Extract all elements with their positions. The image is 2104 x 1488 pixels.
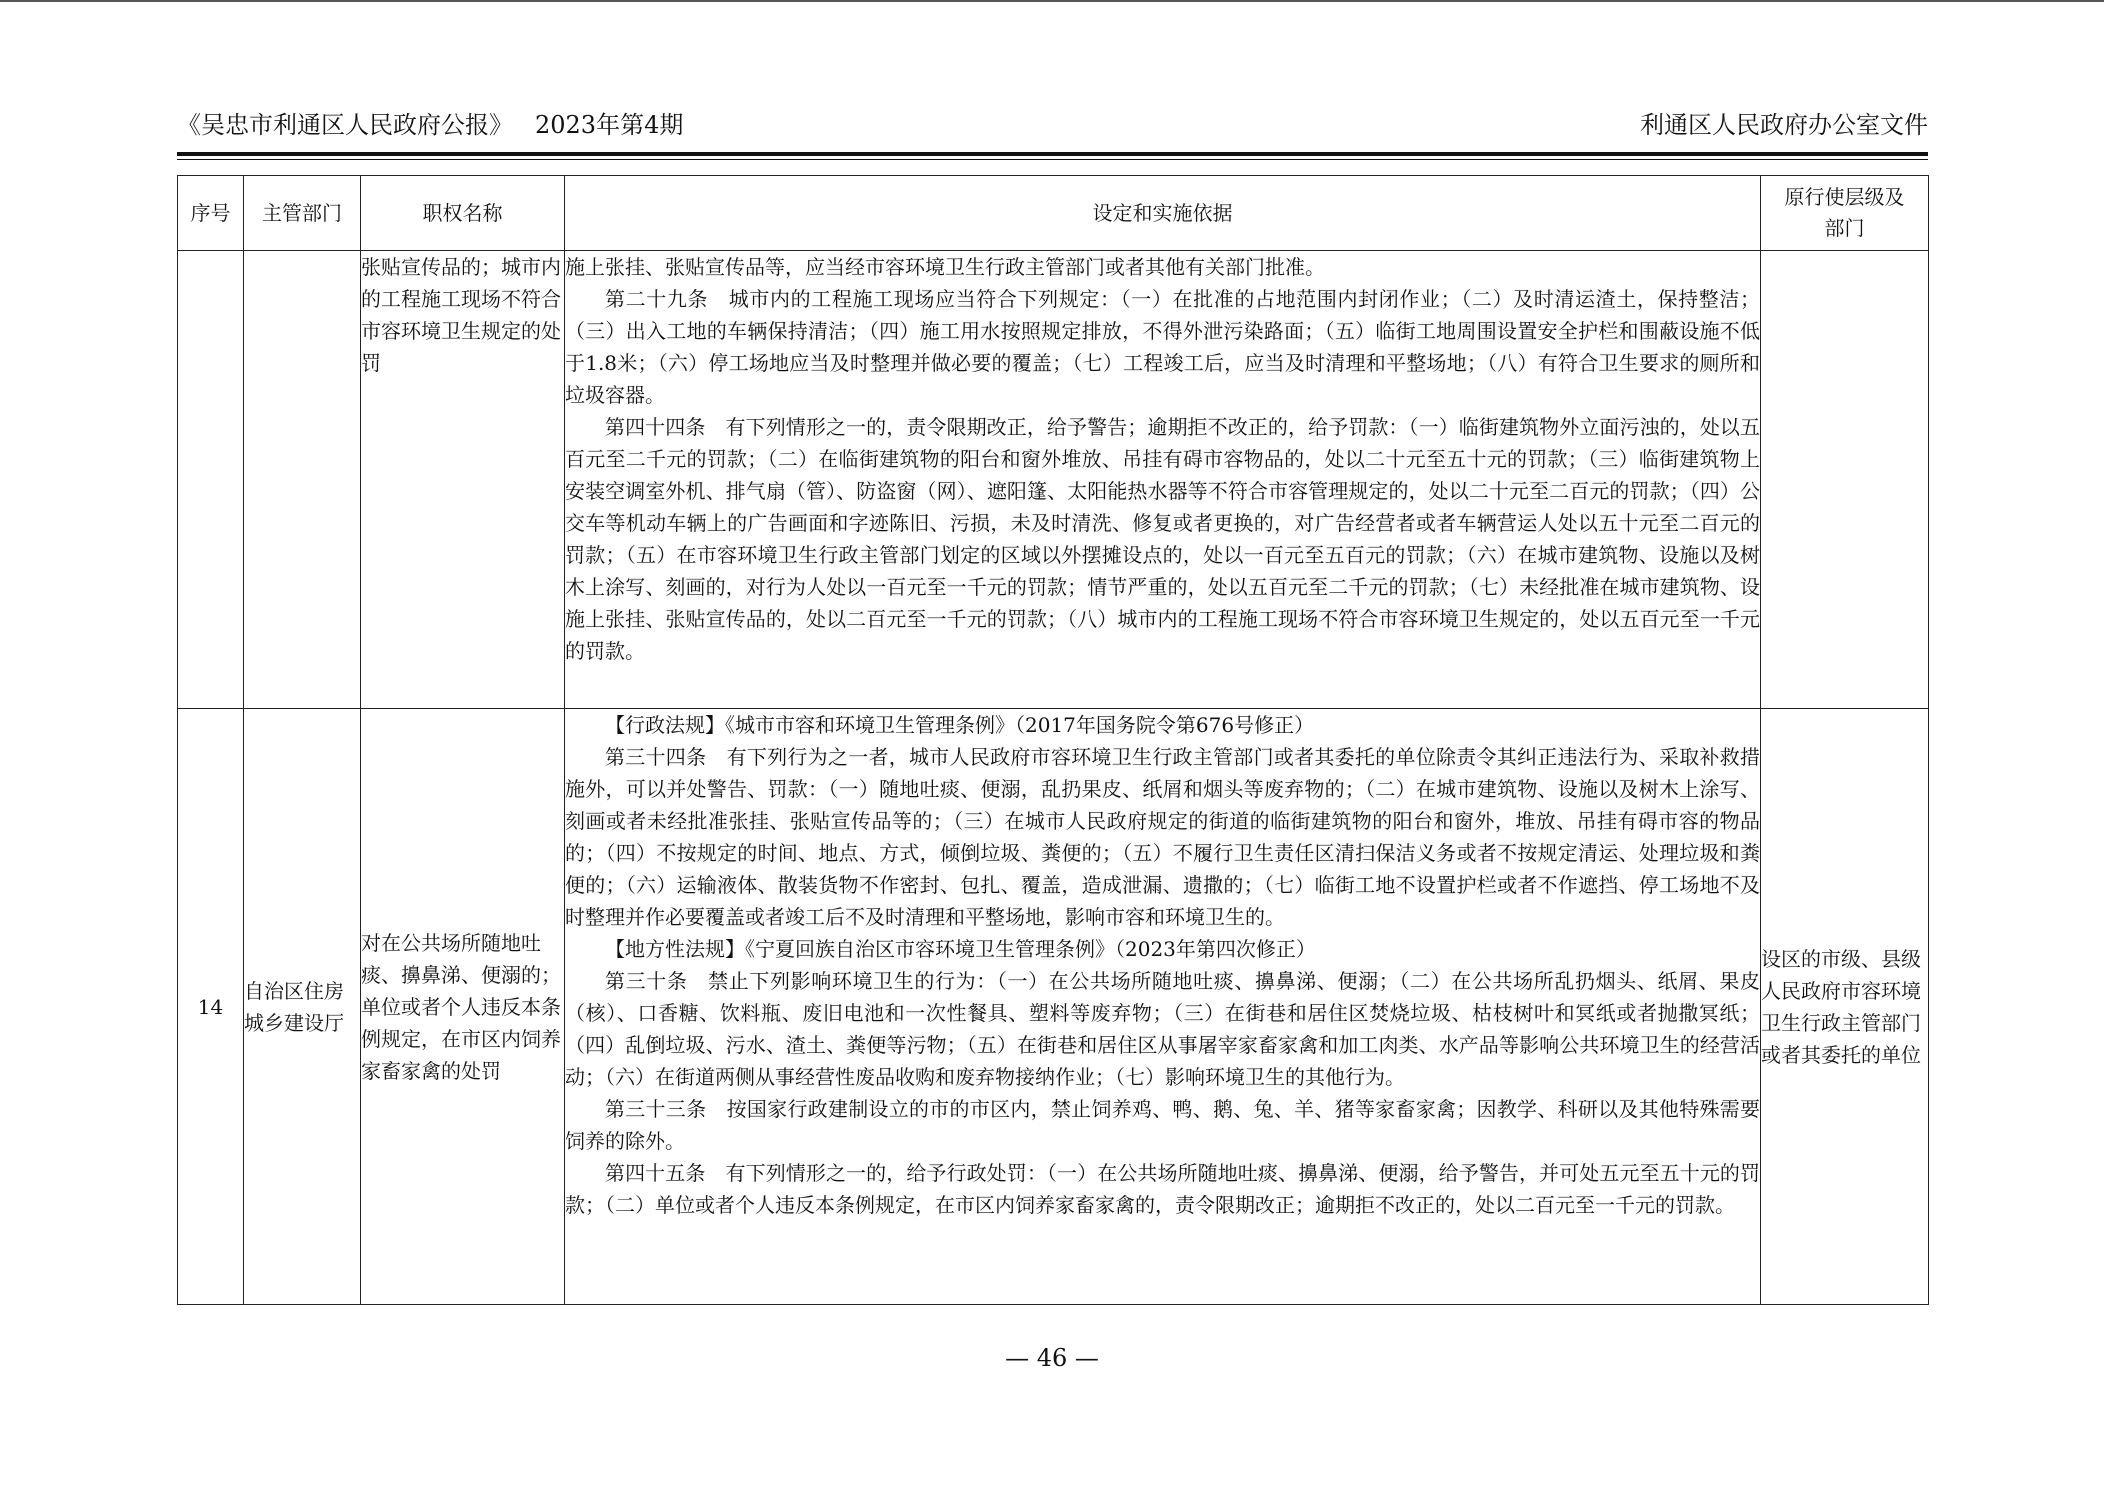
col-header-dept: 主管部门 (244, 176, 361, 251)
page-header (177, 108, 1928, 142)
basis-paragraph: 第三十四条 有下列行为之一者，城市人民政府市容环境卫生行政主管部门或者其委托的单位除责令其纠正违法行为、采取补救措施外，可以并处警告、罚款：（一）随地吐痰、便溺，乱扔果皮、纸屑和烟头等废弃物的；（二）在城市建筑物、设施以及树木上涂写、刻画或者未经批准张挂、张贴宣传品等的；（三）在城市人民政府规定的街道的临街建筑物的阳台和窗外，堆放、吊挂有碍市容的物品的；（四）不按规定的时间、地点、方式，倾倒垃圾、粪便的；（五）不履行卫生责任区清扫保洁义务或者不按规定清运、处理垃圾和粪便的；（六）运输液体、散装货物不作密封、包扎、覆盖，造成泄漏、遗撒的；（七）临街工地不设置护栏或者不作遮挡、停工场地不及时整理并作必要覆盖或者竣工后不及时清理和平整场地，影响市容和环境卫生的。 (565, 745, 1760, 929)
cell-seq: 14 (178, 709, 244, 1305)
basis-paragraph: 【行政法规】《城市市容和环境卫生管理条例》（2017年国务院令第676号修正） (605, 713, 1315, 737)
cell-basis (565, 251, 1761, 709)
cell-basis (565, 709, 1761, 1305)
table-header-row (178, 176, 1929, 251)
cell-seq (178, 251, 244, 709)
basis-paragraph: 第二十九条 城市内的工程施工现场应当符合下列规定：（一）在批准的占地范围内封闭作业；（二）及时清运渣土，保持整洁；（三）出入工地的车辆保持清洁；（四）施工用水按照规定排放，不得外泄污染路面；（五）临街工地周围设置安全护栏和围蔽设施不低于1.8米；（六）停工场地应当及时整理并做必要的覆盖；（七）工程竣工后，应当及时清理和平整场地；（八）有符合卫生要求的厕所和垃圾容器。 (565, 287, 1760, 407)
cell-dept (244, 251, 361, 709)
table-row-14 (178, 709, 1929, 1305)
cell-level: 设区的市级、县级人民政府市容环境卫生行政主管部门或者其委托的单位 (1761, 709, 1929, 1305)
col-header-seq: 序号 (178, 176, 244, 251)
col-header-name: 职权名称 (361, 176, 565, 251)
basis-paragraph: 【地方性法规】《宁夏回族自治区市容环境卫生管理条例》（2023年第四次修正） (605, 937, 1316, 961)
cell-dept: 自治区住房城乡建设厅 (244, 709, 361, 1305)
header-publication-line (177, 108, 683, 142)
cell-level (1761, 251, 1929, 709)
header-rule-thin (177, 159, 1928, 160)
authority-table (177, 175, 1929, 1305)
publication-title: 《吴忠市利通区人民政府公报》 (177, 111, 513, 139)
basis-paragraph: 第四十五条 有下列情形之一的，给予行政处罚：（一）在公共场所随地吐痰、擤鼻涕、便溺，给予警告，并可处五元至五十元的罚款；（二）单位或者个人违反本条例规定，在市区内饲养家畜家禽的，责令限期改正；逾期拒不改正的，处以二百元至一千元的罚款。 (565, 1161, 1760, 1217)
basis-paragraph: 第三十三条 按国家行政建制设立的市的市区内，禁止饲养鸡、鸭、鹅、兔、羊、猪等家畜家禽；因教学、科研以及其他特殊需要饲养的除外。 (565, 1097, 1760, 1153)
page-number: — 46 — (1005, 1344, 1099, 1372)
col-header-level: 原行使层级及部门 (1761, 176, 1929, 251)
issuer-name: 利通区人民政府办公室文件 (1640, 111, 1928, 139)
basis-paragraph: 第三十条 禁止下列影响环境卫生的行为：（一）在公共场所随地吐痰、擤鼻涕、便溺；（二）在公共场所乱扔烟头、纸屑、果皮（核）、口香糖、饮料瓶、废旧电池和一次性餐具、塑料等废弃物；（三）在街巷和居住区焚烧垃圾、枯枝树叶和冥纸或者抛撒冥纸；（四）乱倒垃圾、污水、渣土、粪便等污物；（五）在街巷和居住区从事屠宰家畜家禽和加工肉类、水产品等影响公共环境卫生的经营活动；（六）在街道两侧从事经营性废品收购和废弃物接纳作业；（七）影响环境卫生的其他行为。 (565, 969, 1760, 1089)
header-rule-thick (177, 152, 1928, 156)
table-row-continued (178, 251, 1929, 709)
col-header-basis: 设定和实施依据 (565, 176, 1761, 251)
basis-paragraph: 第四十四条 有下列情形之一的，责令限期改正，给予警告；逾期拒不改正的，给予罚款：（一）临街建筑物外立面污浊的，处以五百元至二千元的罚款；（二）在临街建筑物的阳台和窗外堆放、吊挂有碍市容物品的，处以二十元至五十元的罚款；（三）临街建筑物上安装空调室外机、排气扇（管）、防盗窗（网）、遮阳篷、太阳能热水器等不符合市容管理规定的，处以二十元至二百元的罚款；（四）公交车等机动车辆上的广告画面和字迹陈旧、污损，未及时清洗、修复或者更换的，对广告经营者或者车辆营运人处以五十元至二百元的罚款；（五）在市容环境卫生行政主管部门划定的区域以外摆摊设点的，处以一百元至五百元的罚款；（六）在城市建筑物、设施以及树木上涂写、刻画的，对行为人处以一百元至一千元的罚款；情节严重的，处以五百元至二千元的罚款；（七）未经批准在城市建筑物、设施上张挂、张贴宣传品的，处以二百元至一千元的罚款；（八）城市内的工程施工现场不符合市容环境卫生规定的，处以五百元至一千元的罚款。 (565, 415, 1760, 663)
cell-name: 张贴宣传品的；城市内的工程施工现场不符合市容环境卫生规定的处罚 (361, 251, 565, 709)
issue-number: 2023年第4期 (535, 111, 684, 139)
cell-name: 对在公共场所随地吐痰、擤鼻涕、便溺的；单位或者个人违反本条例规定，在市区内饲养家畜家禽的处罚 (361, 709, 565, 1305)
basis-paragraph: 施上张挂、张贴宣传品等，应当经市容环境卫生行政主管部门或者其他有关部门批准。 (565, 255, 1325, 279)
page-top-border (0, 0, 2104, 2)
